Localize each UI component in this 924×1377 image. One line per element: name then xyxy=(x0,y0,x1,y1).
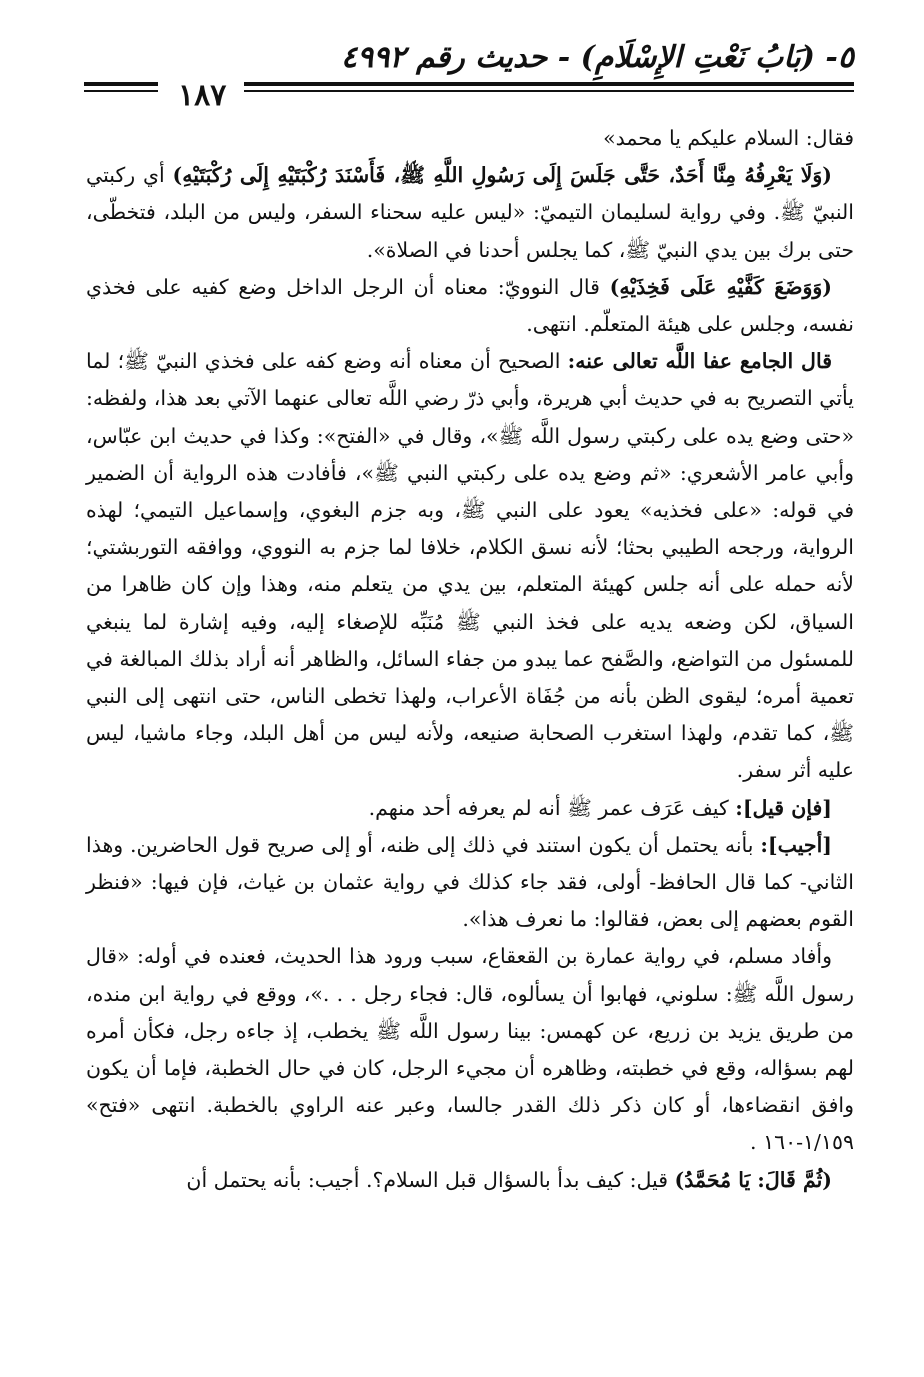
page-header xyxy=(84,38,854,113)
paragraph xyxy=(86,343,854,789)
paragraph-text: كيف عَرَف عمر ﷺ أنه لم يعرفه أحد منهم. xyxy=(368,795,736,820)
paragraph-text: قيل: كيف بدأ بالسؤال قبل السلام؟. أجيب: بأنه يحتمل أن xyxy=(186,1167,675,1192)
paragraph-text: أي ركبتي النبيّ ﷺ. وفي رواية لسليمان التيميّ: «ليس عليه سحناء السفر، وليس من البلد، فتخطّى، حتى برك بين يدي النبيّ ﷺ، كما يجلس أحدنا في الصلاة». xyxy=(86,163,854,262)
paragraph xyxy=(86,938,854,1161)
paragraph-text: وأفاد مسلم، في رواية عمارة بن القعقاع، سبب ورود هذا الحديث، فعنده في أوله: «قال رسول اللَّه ﷺ: سلوني، فهابوا أن يسألوه، قال: فجاء رجل . . .»، ووقع في رواية ابن منده، من طريق يزيد بن زريع، عن كهمس: بينا رسول اللَّه ﷺ يخطب، إذ جاءه رجل، فكأن أمره لهم بسؤاله، وقع في خطبته، وظاهره أن مجيء الرجل، كان في حال الخطبة، فإما أن يكون وافق انقضاءها، أو كان ذكر ذلك القدر جالسا، وعبر عنه الراوي بالخطبة. انتهى «فتح» ١/١٥٩-١٦٠ . xyxy=(86,944,854,1155)
paragraph-text: بأنه يحتمل أن يكون استند في ذلك إلى ظنه، أو إلى صريح قول الحاضرين. وهذا الثاني- كما قال الحافظ- أولى، فقد جاء كذلك في رواية عثمان بن غياث، فإن فيها: «فنظر القوم بعضهم إلى بعض، فقالوا: ما نعرف هذا». xyxy=(86,832,854,932)
paragraph xyxy=(86,790,854,827)
paragraph xyxy=(86,269,854,343)
quoted-phrase: (وَلَا يَعْرِفُهُ مِنَّا أَحَدٌ، حَتَّى جَلَسَ إِلَى رَسُولِ اللَّهِ ﷺ، فَأَسْنَدَ رُكْبَتَيْهِ إِلَى رُكْبَتَيْهِ) xyxy=(172,163,832,188)
quoted-phrase: [فإن قيل]: xyxy=(735,795,832,820)
paragraph xyxy=(86,120,854,157)
header-rule-right-thin xyxy=(244,90,854,92)
paragraph xyxy=(86,1162,854,1199)
header-rule-right-thick xyxy=(244,82,854,86)
chapter-title: ٥- (بَابُ نَعْتِ الإِسْلَامِ) - حديث رقم ٤٩٩٢ xyxy=(341,40,854,75)
quoted-phrase: (وَوَضَعَ كَفَّيْهِ عَلَى فَخِذَيْهِ) xyxy=(609,274,833,299)
quoted-phrase: قال الجامع عفا اللَّه تعالى عنه: xyxy=(567,349,832,374)
paragraph-text: الصحيح أن معناه أنه وضع كفه على فخذي النبيّ ﷺ؛ لما يأتي التصريح به في حديث أبي هريرة، وأبي ذرّ رضي اللَّه تعالى عنهما الآتي بعد هذا، ولفظه: «حتى وضع يده على ركبتي رسول اللَّه ﷺ»، وقال في «الفتح»: وكذا في حديث ابن عبّاس، وأبي عامر الأشعري: «ثم وضع يده على ركبتي النبي ﷺ»، فأفادت هذه الرواية أن الضمير في قوله: «على فخذيه» يعود على النبي ﷺ، وبه جزم البغوي، وإسماعيل التيمي؛ لهذه الرواية، ورجحه الطيبي بحثا؛ لأنه نسق الكلام، خلافا لما جزم به النووي، ووافقه التوربشتي؛ لأنه حمله على أنه جلس كهيئة المتعلم، بين يدي من يتعلم منه، وهذا وإن كان ظاهرا من السياق، لكن وضعه يديه على فخذ النبي ﷺ مُنَبِّه للإصغاء إليه، وفيه إشارة لما ينبغي للمسئول من التواضع، والصَّفح عما يبدو من جفاء السائل، والظاهر أنه أراد بذلك المبالغة في تعمية أمره؛ ليقوى الظن بأنه من جُفَاة الأعراب، ولهذا تخطى الناس، حتى انتهى إلى النبي ﷺ، كما تقدم، ولهذا استغرب الصحابة صنيعه، ولأنه ليس من أهل البلد، وجاء ماشيا، ليس عليه أثر سفر. xyxy=(85,349,854,783)
header-rule-left-thick xyxy=(84,82,158,86)
paragraph-text: فقال: السلام عليكم يا محمد» xyxy=(603,126,854,150)
paragraph-text: قال النوويّ: معناه أن الرجل الداخل وضع كفيه على فخذي نفسه، وجلس على هيئة المتعلّم. انتهى. xyxy=(86,274,854,337)
paragraph xyxy=(86,157,854,269)
page-number: ١٨٧ xyxy=(178,78,227,113)
quoted-phrase: [أجيب]: xyxy=(760,832,832,857)
quoted-phrase: (ثُمَّ قَالَ: يَا مُحَمَّدُ) xyxy=(674,1167,832,1192)
body-text xyxy=(86,120,854,1199)
header-rule-left-thin xyxy=(84,90,158,92)
paragraph xyxy=(86,827,854,939)
